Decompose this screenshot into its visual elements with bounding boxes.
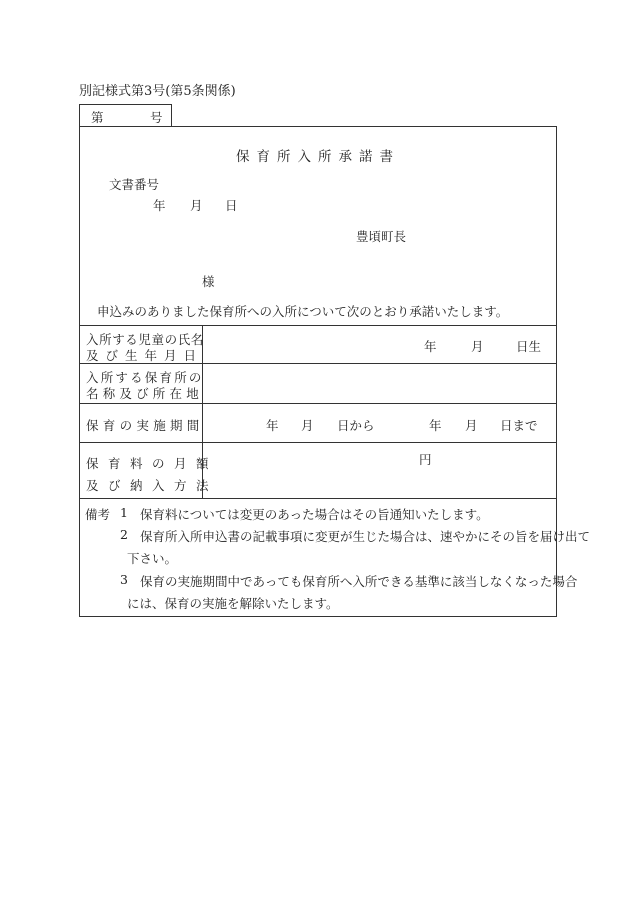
remark-number: 3 bbox=[120, 572, 128, 587]
remark-continuation: には、保育の実施を解除いたします。 bbox=[127, 596, 339, 611]
intro-text: 申込みのありました保育所への入所について次のとおり承諾いたします。 bbox=[97, 304, 509, 319]
remark-text: 保育所入所申込書の記載事項に変更が生じた場合は、速やかにその旨を届け出て bbox=[140, 529, 591, 544]
period-end-year: 年 bbox=[429, 418, 442, 433]
child-birth-day: 日生 bbox=[516, 339, 542, 354]
doc-number-label: 文書番号 bbox=[109, 177, 160, 192]
remark-continuation: 下さい。 bbox=[127, 551, 178, 566]
child-birth-month: 月 bbox=[471, 339, 484, 354]
child-label-line1: 入所する児童の氏名 bbox=[86, 332, 204, 347]
remark-text: 保育料については変更のあった場合はその旨通知いたします。 bbox=[140, 507, 489, 522]
period-start-month: 月 bbox=[301, 418, 314, 433]
remarks-head: 備考 bbox=[85, 507, 111, 522]
fee-label-line2: 及び納入方法 bbox=[86, 478, 219, 493]
facility-label-line1: 入所する保育所の bbox=[86, 370, 204, 385]
fee-unit: 円 bbox=[419, 452, 432, 467]
period-start-day: 日から bbox=[337, 418, 375, 433]
issuer-name: 豊頃町長 bbox=[356, 229, 407, 244]
period-end-month: 月 bbox=[465, 418, 478, 433]
remark-text: 保育の実施期間中であっても保育所へ入所できる基準に該当しなくなった場合 bbox=[140, 574, 578, 589]
addressee-suffix: 様 bbox=[202, 274, 215, 289]
fee-label-line1: 保育料の月額 bbox=[86, 456, 219, 471]
date-year: 年 bbox=[153, 198, 166, 213]
date-day: 日 bbox=[225, 198, 238, 213]
form-caption: 別記様式第3号(第5条関係) bbox=[79, 84, 236, 99]
table-rule bbox=[80, 498, 556, 499]
period-end-day: 日まで bbox=[500, 418, 538, 433]
table-rule bbox=[80, 325, 556, 326]
date-month: 月 bbox=[190, 198, 203, 213]
table-rule bbox=[80, 442, 556, 443]
document-number-box bbox=[79, 104, 172, 126]
period-label: 保育の実施期間 bbox=[86, 418, 204, 433]
number-dai: 第 bbox=[91, 110, 104, 125]
form-title: 保育所入所承諾書 bbox=[236, 149, 400, 165]
number-go: 号 bbox=[150, 110, 163, 125]
table-rule bbox=[80, 403, 556, 404]
child-label-line2: 及び生年月日 bbox=[86, 348, 204, 363]
remark-number: 1 bbox=[120, 505, 128, 520]
child-birth-year: 年 bbox=[424, 339, 437, 354]
period-start-year: 年 bbox=[266, 418, 279, 433]
form-frame bbox=[79, 126, 591, 617]
remark-number: 2 bbox=[120, 527, 128, 542]
facility-label-line2: 名称及び所在地 bbox=[86, 386, 203, 401]
